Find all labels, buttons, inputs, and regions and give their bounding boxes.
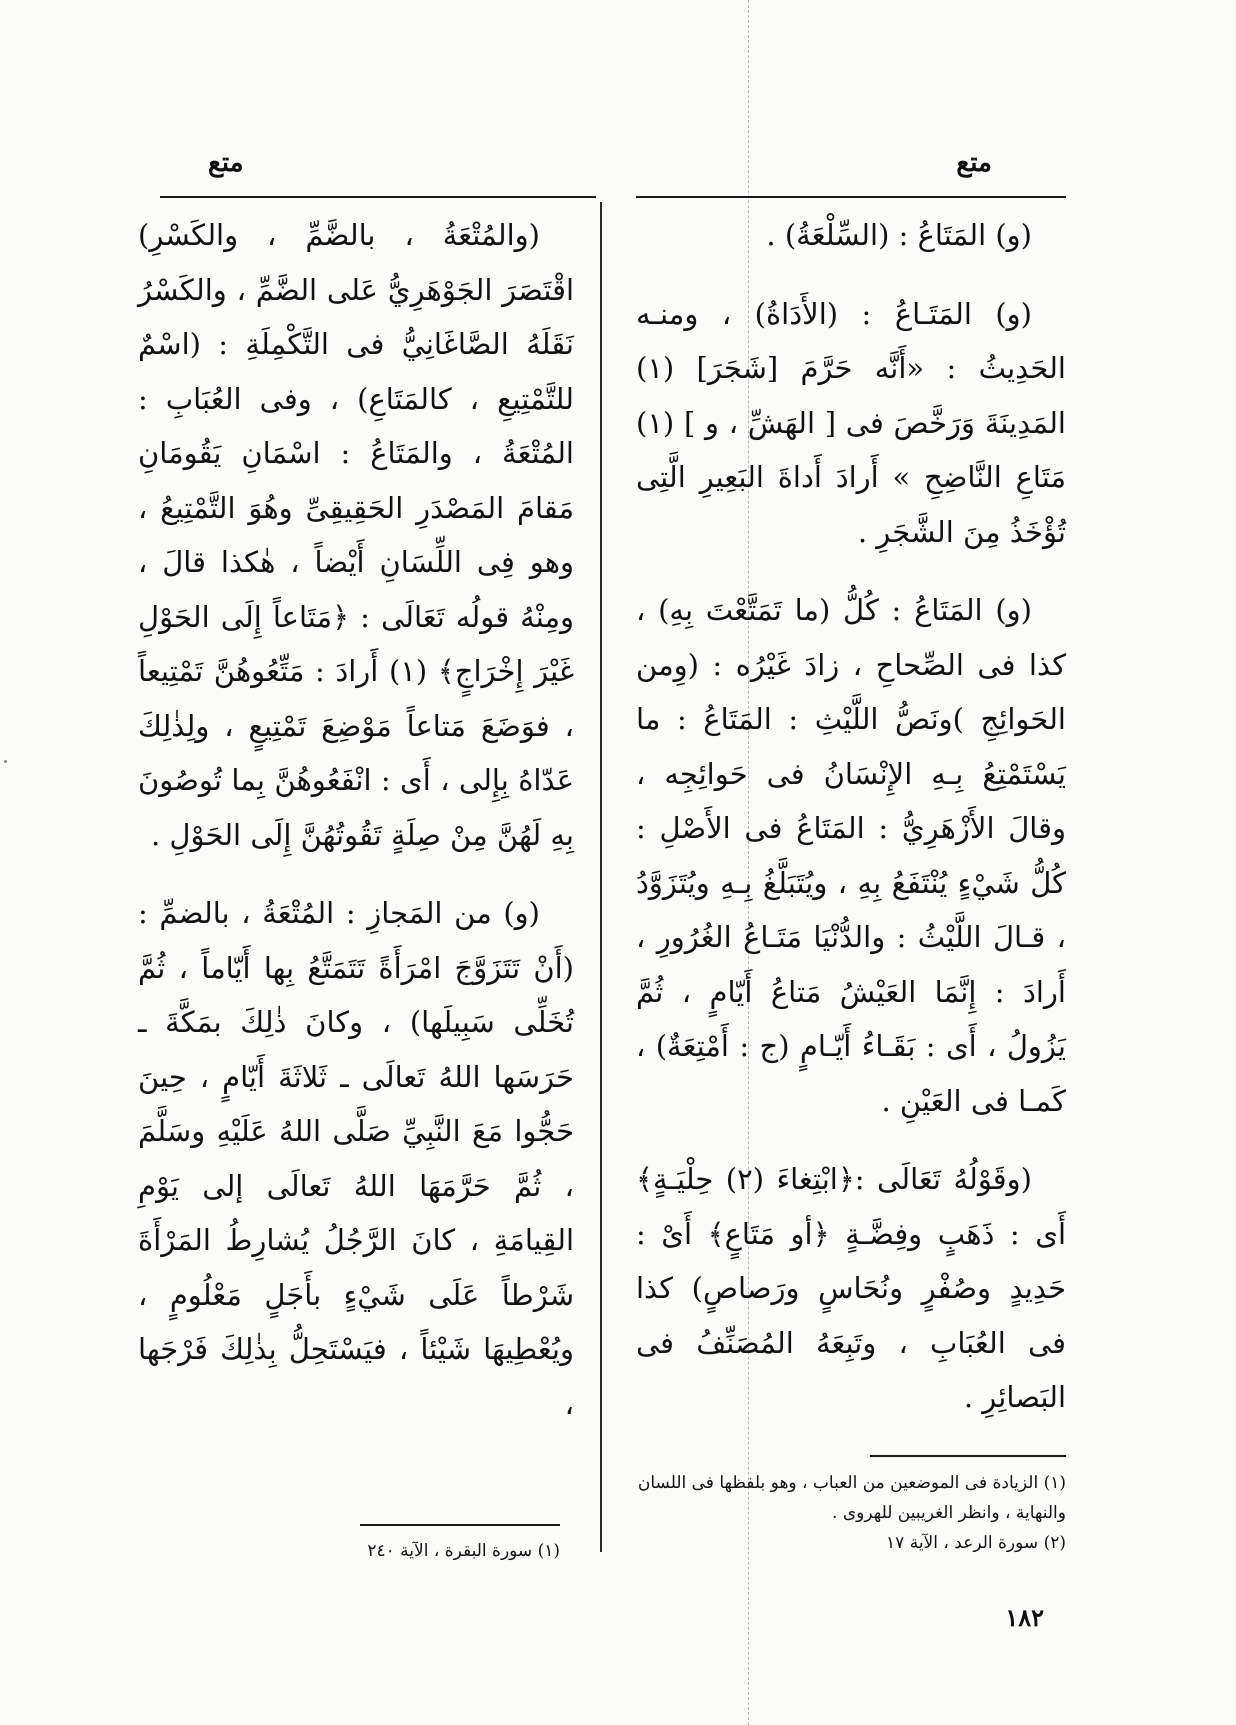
footnote: (١) سورة البقرة ، الآية ٢٤٠ (367, 1541, 560, 1561)
right-column (636, 208, 1066, 1449)
running-head-left: متع (208, 148, 244, 178)
paragraph: (و) المَتَاعُ : كُلُّ (ما تَمَتَّعْتَ بِهِ) ، كذا فى الصِّحاحِ ، زادَ غَيْرُه : (وِمن الحَوائِجِ )ونَصُّ اللَّيْثِ : المَتَاعُ : ما يَسْتَمْتِعُ بِـهِ الإِنْسَانُ فى حَوائِجِه ، وقالَ الأَزْهَرِيُّ : المَتَاعُ فى الأَصْلِ : كُلُّ شَيْءٍ يُنْتَفَعُ بِهِ ، ويُتَبَلَّغُ بِـهِ ويُتَزَوَّدُ ، قـالَ اللَّيْثُ : والدُّنْيَا مَتَـاعُ الغُرُورِ ، أَرادَ : إِنَّمَا العَيْشُ مَتاعُ أَيّامٍ ، ثُمَّ يَزُولُ ، أَى : بَقَـاءُ أَيّـامٍ (ج : أَمْتِعَةٌ) ، كَمـا فى العَيْنِ . (636, 593, 1066, 1118)
paragraph: (و) المَتَاعُ : (السِّلْعَةُ) . (766, 218, 1032, 252)
running-head-right: متع (956, 148, 992, 178)
header-rule-left (160, 196, 596, 198)
footnote: (١) الزيادة فى الموضعين من العباب ، وهو بلفظها فى اللسان والنهاية ، وانظر الغريبين للهروى . (637, 1473, 1066, 1523)
header-rule-right (636, 196, 1066, 198)
footnote-rule-right (870, 1455, 1066, 1457)
paragraph: (و) من المَجازِ : المُتْعَةُ ، بالضمِّ : (أَنْ تَتَزَوَّجَ امْرَأَةً تَتَمَتَّعُ بِها أَيّاماً ، ثُمَّ تُخَلِّى سَبِيلَها) ، وكانَ ذٰلِكَ بمَكَّةَ ـ حَرَسَها اللهُ تَعالَى ـ ثَلاثَةَ أَيّامٍ ، حِينَ حَجُّوا مَعَ النَّبِيِّ صَلَّى اللهُ عَلَيْهِ وسَلَّمَ ، ثُمَّ حَرَّمَهَا اللهُ تَعالَى إلى يَوْمِ القِيامَةِ ، كانَ الرَّجُلُ يُشارِطُ المَرْأَةَ شَرْطاً عَلَى شَيْءٍ بأَجَلٍ مَعْلُومٍ ، ويُعْطِيهَا شَيْئاً ، فيَسْتَحِلُّ بِذٰلِكَ فَرْجَها ، (138, 896, 574, 1421)
column-divider (600, 202, 602, 1552)
footnotes-right (636, 1468, 1066, 1558)
left-column (138, 208, 574, 1455)
page-number: ١٨٢ (1005, 1603, 1044, 1632)
paragraph: (و) المَتَـاعُ : (الأَدَاةُ) ، ومنـه الحَدِيثُ : «أَنَّه حَرَّمَ [شَجَرَ] (١) المَدِينَةَ وَرَخَّصَ فى [ الهَشِّ ، و ] (١) مَتَاعِ النَّاضِحِ » أَرادَ أَداةَ البَعِيرِ الَّتِى تُؤْخَذُ مِنَ الشَّجَرِ . (636, 296, 1066, 549)
paragraph: (والمُتْعَةُ ، بالضَّمِّ ، والكَسْرِ) اقْتَصَرَ الجَوْهَرِيُّ عَلى الضَّمِّ ، والكَسْرُ نَقَلَهُ الصَّاغَانِيُّ فى التَّكْمِلَةِ : (اسْمٌ للتَّمْتِيعِ ، كالمَتَاعِ) ، وفى العُبَابِ : المُتْعَةُ ، والمَتَاعُ : اسْمَانِ يَقُومَانِ مَقامَ المَصْدَرِ الحَقِيقِىِّ وهُوَ التَّمْتِيعُ ، وهو فِى اللِّسَانِ أَيْضاً ، هٰكذا قالَ ، ومِنْهُ قولُه تَعَالَى : ﴿مَتَاعاً إِلَى الحَوْلِ غَيْرَ إِخْرَاجٍ﴾ (١) أَرادَ : مَتِّعُوهُنَّ تَمْتِيعاً ، فوَضَعَ مَتاعاً مَوْضِعَ تَمْتِيعٍ ، ولِذٰلِكَ عَدّاهُ بِإِلى ، أَى : انْفَعُوهُنَّ بِما تُوصُونَ بِهِ لَهُنَّ مِنْ صِلَةٍ تَقُوتُهُنَّ إِلَى الحَوْلِ . (138, 218, 575, 852)
scan-speck (4, 760, 7, 763)
footnote: (٢) سورة الرعد ، الآية ١٧ (886, 1533, 1066, 1553)
paragraph: (وقَوْلُهُ تَعَالَى :﴿ابْتِغاءَ (٢) حِلْيَـةٍ﴾ أَى : ذَهَبٍ وفِضَّـةٍ ﴿أو مَتَاعٍ﴾ أَىْ : حَدِيدٍ وصُفْرٍ ونُحَاسٍ ورَصاصٍ) كذا فى العُبَابِ ، وتَبِعَهُ المُصَنِّفُ فى البَصائِرِ . (636, 1162, 1066, 1414)
footnote-rule-left (360, 1524, 560, 1526)
footnotes-left (290, 1536, 560, 1566)
